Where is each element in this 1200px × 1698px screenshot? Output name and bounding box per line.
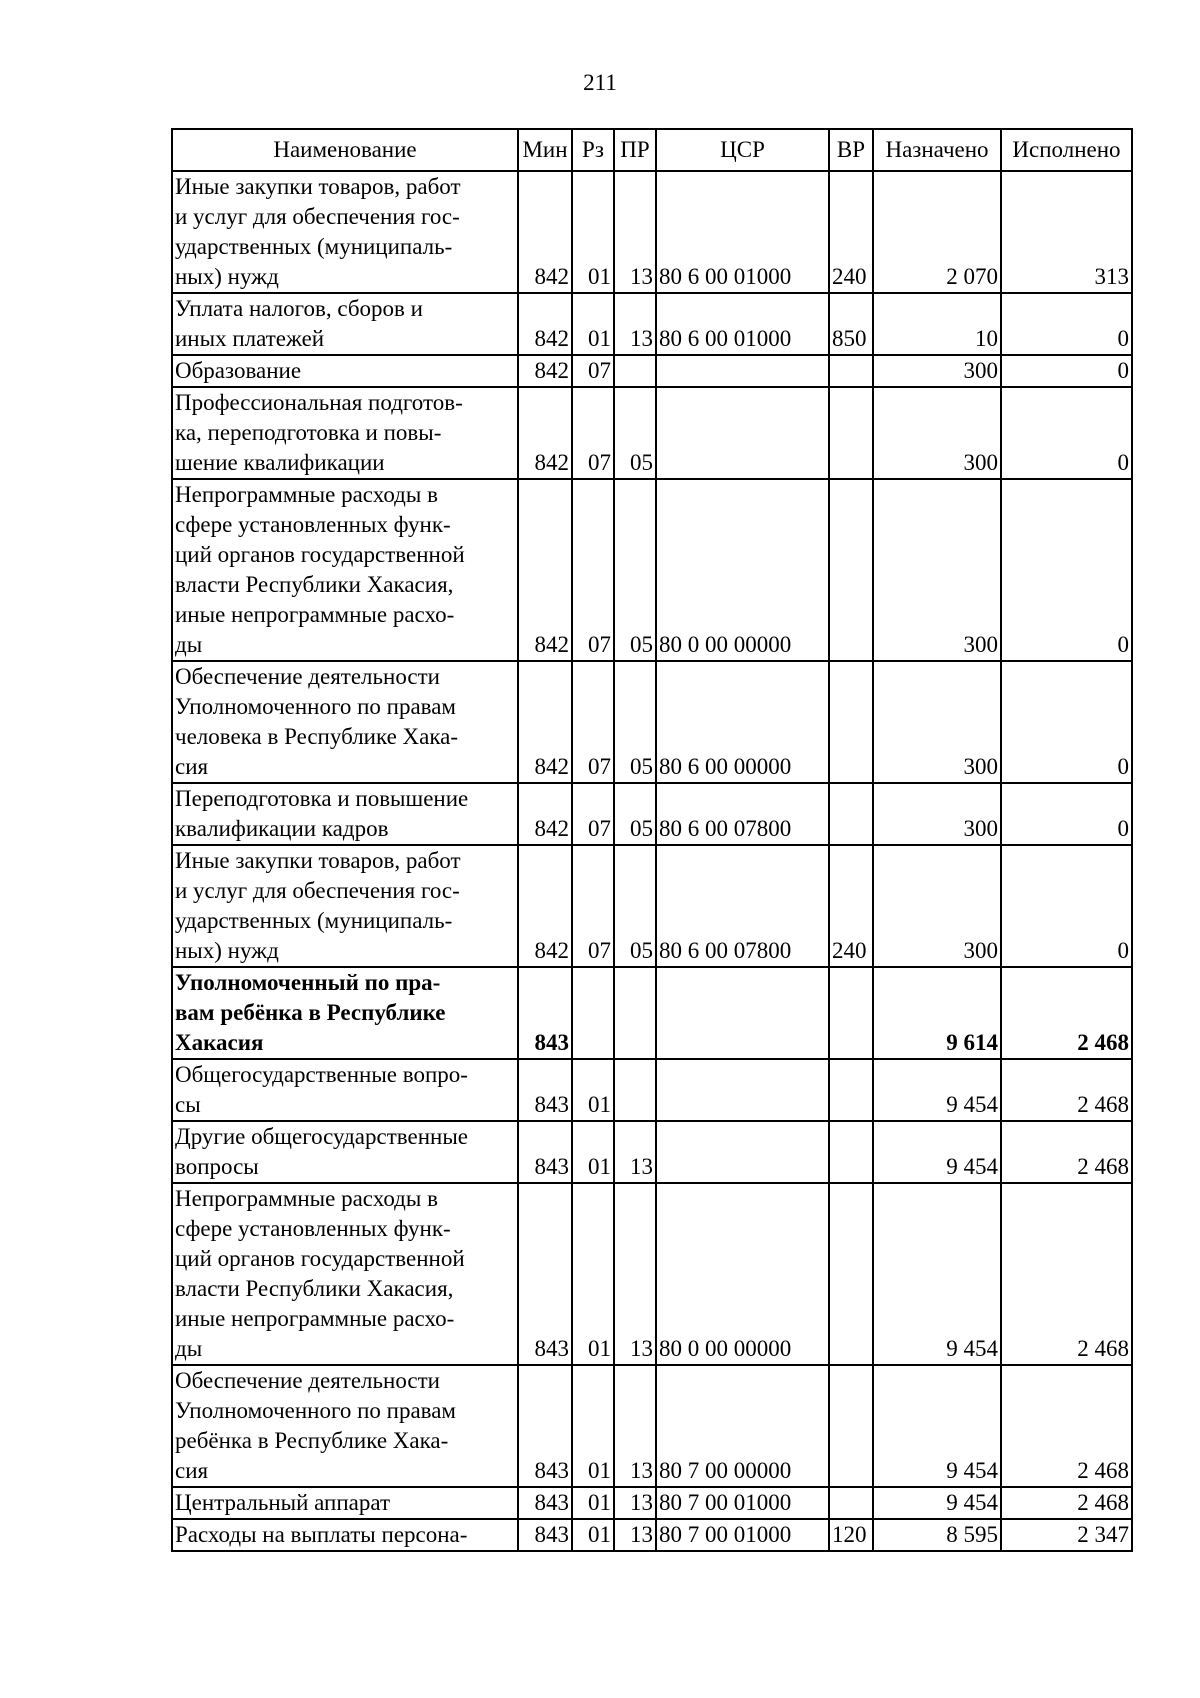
cell-executed: 0 [1001, 387, 1132, 479]
table-row [172, 355, 1132, 387]
cell-min: 842 [518, 387, 572, 479]
cell-vr: 120 [829, 1519, 873, 1551]
table-row [172, 967, 1132, 1059]
cell-vr [829, 1183, 873, 1365]
cell-assigned: 300 [873, 661, 1001, 783]
cell-min: 842 [518, 171, 572, 293]
cell-name: Профессиональная подготов- ка, переподготовка и повы- шение квалификации [172, 387, 518, 479]
cell-pr: 13 [614, 1121, 656, 1183]
cell-rz: 01 [572, 171, 614, 293]
cell-csr: 80 0 00 00000 [656, 1183, 829, 1365]
cell-name: Иные закупки товаров, работ и услуг для обеспечения гос- ударственных (муниципаль- ных) нужд [172, 845, 518, 967]
table-row [172, 171, 1132, 293]
cell-rz: 01 [572, 1059, 614, 1121]
cell-min: 843 [518, 1059, 572, 1121]
cell-assigned: 9 454 [873, 1059, 1001, 1121]
cell-min: 843 [518, 1487, 572, 1519]
cell-min: 843 [518, 1365, 572, 1487]
cell-vr [829, 967, 873, 1059]
cell-assigned: 300 [873, 845, 1001, 967]
table-row [172, 1487, 1132, 1519]
cell-rz: 01 [572, 293, 614, 355]
cell-vr [829, 479, 873, 661]
cell-rz: 07 [572, 479, 614, 661]
cell-name: Другие общегосударственные вопросы [172, 1121, 518, 1183]
cell-vr [829, 387, 873, 479]
cell-assigned: 300 [873, 387, 1001, 479]
cell-executed: 0 [1001, 661, 1132, 783]
header-rz: Рз [572, 129, 614, 171]
cell-rz: 07 [572, 355, 614, 387]
cell-pr: 05 [614, 661, 656, 783]
cell-rz: 07 [572, 783, 614, 845]
header-vr: ВР [829, 129, 873, 171]
table-row [172, 1183, 1132, 1365]
cell-min: 843 [518, 1121, 572, 1183]
header-min: Мин [518, 129, 572, 171]
cell-min: 843 [518, 1519, 572, 1551]
cell-vr [829, 783, 873, 845]
cell-executed: 2 347 [1001, 1519, 1132, 1551]
cell-min: 842 [518, 355, 572, 387]
table-row [172, 783, 1132, 845]
cell-vr: 240 [829, 845, 873, 967]
cell-executed: 2 468 [1001, 1059, 1132, 1121]
cell-csr: 80 6 00 07800 [656, 783, 829, 845]
header-executed: Исполнено [1001, 129, 1132, 171]
cell-name: Расходы на выплаты персона- [172, 1519, 518, 1551]
cell-rz [572, 967, 614, 1059]
cell-csr: 80 6 00 07800 [656, 845, 829, 967]
cell-pr: 13 [614, 171, 656, 293]
cell-pr: 05 [614, 783, 656, 845]
table-row [172, 293, 1132, 355]
table-header-row [172, 129, 1132, 171]
cell-vr [829, 355, 873, 387]
table-row [172, 1365, 1132, 1487]
header-csr: ЦСР [656, 129, 829, 171]
table-body [172, 171, 1132, 1551]
table-row [172, 479, 1132, 661]
page-number: 211 [583, 70, 617, 95]
cell-name: Общегосударственные вопро- сы [172, 1059, 518, 1121]
cell-vr: 240 [829, 171, 873, 293]
header-name: Наименование [172, 129, 518, 171]
cell-min: 842 [518, 783, 572, 845]
cell-vr: 850 [829, 293, 873, 355]
cell-pr: 05 [614, 845, 656, 967]
cell-assigned: 300 [873, 355, 1001, 387]
cell-assigned: 300 [873, 783, 1001, 845]
cell-rz: 01 [572, 1121, 614, 1183]
cell-csr: 80 6 00 01000 [656, 293, 829, 355]
cell-rz: 07 [572, 387, 614, 479]
budget-table [171, 128, 1133, 1552]
cell-csr [656, 1121, 829, 1183]
cell-pr: 13 [614, 1365, 656, 1487]
cell-name: Центральный аппарат [172, 1487, 518, 1519]
cell-assigned: 8 595 [873, 1519, 1001, 1551]
cell-csr [656, 355, 829, 387]
cell-executed: 0 [1001, 783, 1132, 845]
cell-pr: 13 [614, 293, 656, 355]
cell-min: 842 [518, 845, 572, 967]
cell-executed: 2 468 [1001, 1365, 1132, 1487]
cell-name: Непрограммные расходы в сфере установленных функ- ций органов государственной власти Республики Хакасия, иные непрограммные расхо- ды [172, 479, 518, 661]
cell-vr [829, 1365, 873, 1487]
header-assigned: Назначено [873, 129, 1001, 171]
cell-name: Уполномоченный по пра- вам ребёнка в Республике Хакасия [172, 967, 518, 1059]
cell-assigned: 10 [873, 293, 1001, 355]
cell-name: Иные закупки товаров, работ и услуг для обеспечения гос- ударственных (муниципаль- ных) нужд [172, 171, 518, 293]
cell-pr [614, 1059, 656, 1121]
cell-executed: 0 [1001, 293, 1132, 355]
header-pr: ПР [614, 129, 656, 171]
cell-rz: 01 [572, 1183, 614, 1365]
cell-executed: 2 468 [1001, 1487, 1132, 1519]
cell-rz: 01 [572, 1519, 614, 1551]
cell-pr: 13 [614, 1487, 656, 1519]
cell-pr: 13 [614, 1519, 656, 1551]
cell-assigned: 9 454 [873, 1487, 1001, 1519]
cell-pr: 05 [614, 479, 656, 661]
cell-executed: 313 [1001, 171, 1132, 293]
cell-assigned: 2 070 [873, 171, 1001, 293]
cell-csr: 80 6 00 01000 [656, 171, 829, 293]
cell-min: 842 [518, 293, 572, 355]
cell-assigned: 300 [873, 479, 1001, 661]
cell-assigned: 9 454 [873, 1121, 1001, 1183]
cell-csr: 80 7 00 01000 [656, 1519, 829, 1551]
cell-assigned: 9 614 [873, 967, 1001, 1059]
cell-csr [656, 967, 829, 1059]
cell-assigned: 9 454 [873, 1183, 1001, 1365]
cell-name: Переподготовка и повышение квалификации кадров [172, 783, 518, 845]
table-row [172, 1059, 1132, 1121]
cell-executed: 2 468 [1001, 1183, 1132, 1365]
cell-rz: 07 [572, 845, 614, 967]
cell-min: 842 [518, 479, 572, 661]
cell-csr: 80 7 00 00000 [656, 1365, 829, 1487]
cell-csr: 80 7 00 01000 [656, 1487, 829, 1519]
cell-name: Обеспечение деятельности Уполномоченного по правам человека в Республике Хака- сия [172, 661, 518, 783]
cell-pr: 05 [614, 387, 656, 479]
cell-rz: 01 [572, 1487, 614, 1519]
cell-min: 843 [518, 1183, 572, 1365]
cell-csr [656, 387, 829, 479]
cell-min: 842 [518, 661, 572, 783]
cell-pr [614, 967, 656, 1059]
cell-vr [829, 1487, 873, 1519]
cell-vr [829, 661, 873, 783]
cell-min: 843 [518, 967, 572, 1059]
cell-vr [829, 1121, 873, 1183]
cell-csr [656, 1059, 829, 1121]
table-row [172, 661, 1132, 783]
cell-executed: 2 468 [1001, 1121, 1132, 1183]
cell-executed: 0 [1001, 845, 1132, 967]
cell-name: Непрограммные расходы в сфере установленных функ- ций органов государственной власти Республики Хакасия, иные непрограммные расхо- ды [172, 1183, 518, 1365]
cell-name: Образование [172, 355, 518, 387]
cell-executed: 0 [1001, 479, 1132, 661]
table-row [172, 845, 1132, 967]
cell-csr: 80 0 00 00000 [656, 479, 829, 661]
cell-executed: 2 468 [1001, 967, 1132, 1059]
cell-csr: 80 6 00 00000 [656, 661, 829, 783]
cell-executed: 0 [1001, 355, 1132, 387]
cell-assigned: 9 454 [873, 1365, 1001, 1487]
table-row [172, 1519, 1132, 1551]
table-row [172, 387, 1132, 479]
table-row [172, 1121, 1132, 1183]
cell-rz: 01 [572, 1365, 614, 1487]
cell-pr: 13 [614, 1183, 656, 1365]
cell-rz: 07 [572, 661, 614, 783]
cell-name: Уплата налогов, сборов и иных платежей [172, 293, 518, 355]
cell-name: Обеспечение деятельности Уполномоченного по правам ребёнка в Республике Хака- сия [172, 1365, 518, 1487]
cell-pr [614, 355, 656, 387]
cell-vr [829, 1059, 873, 1121]
